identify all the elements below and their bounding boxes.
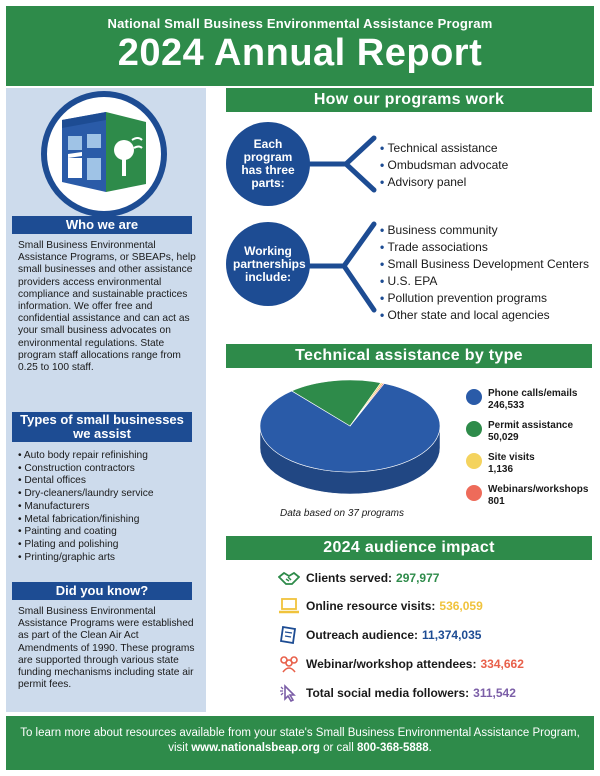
impact-social xyxy=(278,683,516,703)
document-icon xyxy=(278,626,300,644)
impact-clients xyxy=(278,568,439,588)
did-you-know-text: Small Business Environmental Assistance Programs were established as part of the Clean Air Act Amendments of 1990. These programs are supported through various state funding mechanisms including state air permit fees. xyxy=(18,606,195,691)
list-item: • Advisory panel xyxy=(380,174,508,191)
programs-heading: How our programs work xyxy=(226,88,592,112)
impact-online xyxy=(278,596,483,616)
footer-visit: visit xyxy=(168,742,189,754)
legend-swatch xyxy=(466,485,482,501)
list-item: • Pollution prevention programs xyxy=(380,290,589,307)
list-item: • Printing/graphic arts xyxy=(18,552,200,565)
impact-webinar xyxy=(278,654,524,674)
technical-heading: Technical assistance by type xyxy=(226,344,592,368)
legend-swatch xyxy=(466,389,482,405)
legend-label: Permit assistance xyxy=(488,420,574,431)
impact-value: 311,542 xyxy=(473,686,516,700)
who-we-are-heading: Who we are xyxy=(12,216,192,234)
list-item: • Business community xyxy=(380,222,589,239)
list-item: • Technical assistance xyxy=(380,140,508,157)
legend-swatch xyxy=(466,421,482,437)
list-item: • Small Business Development Centers xyxy=(380,256,589,273)
impact-value: 536,059 xyxy=(439,599,483,613)
list-item: • Manufacturers xyxy=(18,501,200,514)
footer-or-call: or call xyxy=(323,742,354,754)
people-icon xyxy=(278,655,300,673)
program-name: National Small Business Environmental Assistance Program xyxy=(107,16,493,31)
legend-value: 801 xyxy=(488,495,505,507)
partnerships-label: Working partnerships include: xyxy=(233,243,306,284)
footer-banner xyxy=(6,716,594,770)
building-logo-icon xyxy=(40,90,168,218)
three-parts-circle xyxy=(226,122,310,206)
website-link[interactable]: www.nationalsbeap.org xyxy=(191,742,320,754)
legend-label: Site visits xyxy=(488,452,535,463)
impact-label: Webinar/workshop attendees: xyxy=(306,657,477,671)
legend-label: Webinars/workshops xyxy=(488,484,589,495)
list-item: • U.S. EPA xyxy=(380,273,589,290)
report-title: 2024 Annual Report xyxy=(117,32,483,74)
partnerships-circle xyxy=(226,222,310,306)
list-item: • Trade associations xyxy=(380,239,589,256)
chart-note: Data based on 37 programs xyxy=(280,508,404,519)
impact-value: 11,374,035 xyxy=(422,628,482,642)
laptop-icon xyxy=(278,597,300,615)
list-item: • Dry-cleaners/laundry service xyxy=(18,488,200,501)
header-banner xyxy=(6,6,594,86)
list-item: • Metal fabrication/finishing xyxy=(18,514,200,527)
list-item: • Plating and polishing xyxy=(18,539,200,552)
list-item: • Auto body repair refinishing xyxy=(18,450,200,463)
who-we-are-text: Small Business Environmental Assistance Programs, or SBEAPs, help small businesses and other assistance providers access environmental compliance and sustainable practices information. We offer free and confidential assistance and can act as your small business advocates on environmental regulations. State program staff allocations range from 0.25 to 100 staff. xyxy=(18,240,196,374)
list-item: • Ombudsman advocate xyxy=(380,157,508,174)
footer-end: . xyxy=(428,742,432,754)
footer-line2 xyxy=(6,741,594,756)
legend-value: 1,136 xyxy=(488,463,514,475)
bracket-icon xyxy=(308,218,378,318)
list-item: • Other state and local agencies xyxy=(380,307,589,324)
bracket-icon xyxy=(308,130,378,200)
business-types-heading: Types of small businesses we assist xyxy=(12,412,192,442)
footer-line1: To learn more about resources available from your state's Small Business Environmental Assistance Program, xyxy=(20,727,580,739)
list-item: • Painting and coating xyxy=(18,526,200,539)
impact-label: Outreach audience: xyxy=(306,628,419,642)
impact-value: 334,662 xyxy=(480,657,524,671)
impact-outreach xyxy=(278,625,481,645)
legend-value: 50,029 xyxy=(488,431,519,443)
program-parts-list xyxy=(380,140,508,191)
partners-list xyxy=(380,222,589,324)
three-parts-label: Each program has three parts: xyxy=(241,137,295,190)
impact-label: Clients served: xyxy=(306,571,393,585)
impact-value: 297,977 xyxy=(396,571,440,585)
impact-heading: 2024 audience impact xyxy=(226,536,592,560)
list-item: • Construction contractors xyxy=(18,463,200,476)
did-you-know-heading: Did you know? xyxy=(12,582,192,600)
sidebar xyxy=(6,88,206,712)
legend-value: 246,533 xyxy=(488,399,525,411)
impact-label: Online resource visits: xyxy=(306,599,436,613)
phone-number[interactable]: 800-368-5888 xyxy=(356,742,429,754)
handshake-icon xyxy=(278,569,300,587)
legend-swatch xyxy=(466,453,482,469)
impact-label: Total social media followers: xyxy=(306,686,470,700)
pie-chart xyxy=(252,374,448,506)
legend-label: Phone calls/emails xyxy=(488,388,578,399)
business-types-list xyxy=(18,450,200,564)
cursor-icon xyxy=(278,684,300,702)
list-item: • Dental offices xyxy=(18,475,200,488)
